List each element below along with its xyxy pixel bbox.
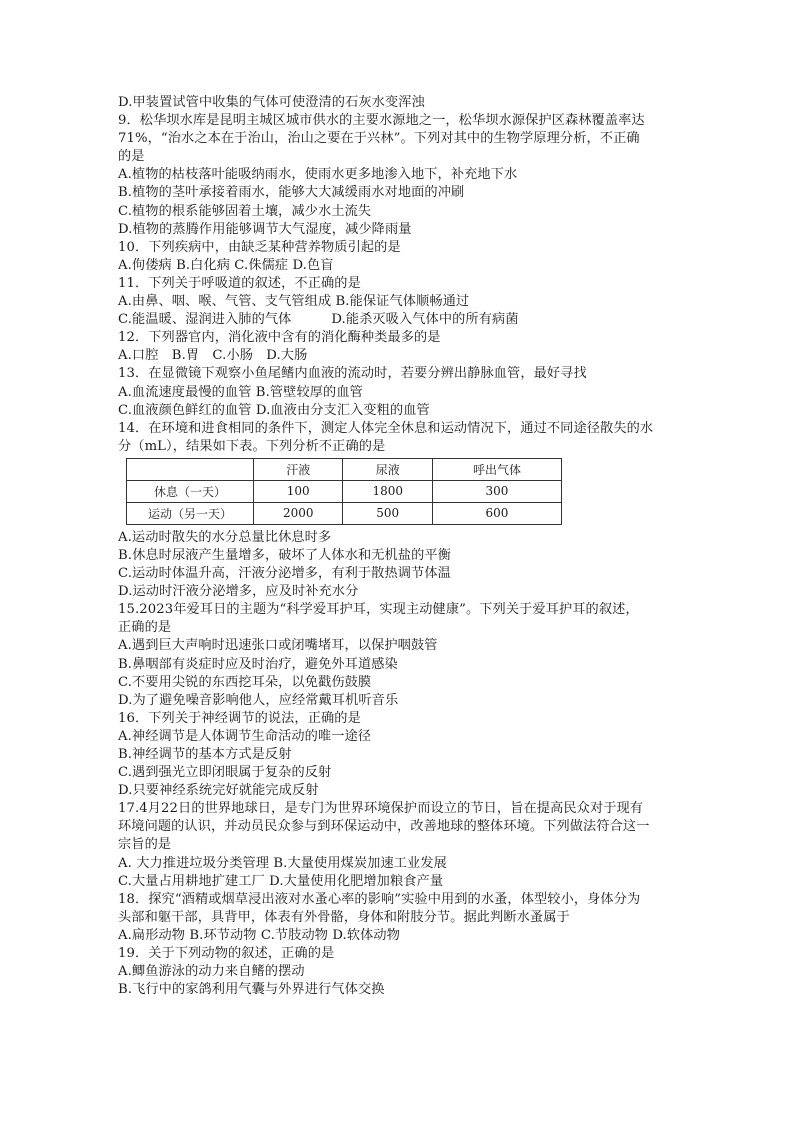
text-line: 11．下列关于呼吸道的叙述，不正确的是 xyxy=(118,275,361,291)
text-line: 头部和躯干部，具背甲，体表有外骨骼，身体和附肢分节。据此判断水蚤属于 xyxy=(118,909,570,925)
text-line: A.口腔 B.胃 C.小肠 D.大肠 xyxy=(118,348,308,364)
text-line: 14．在环境和进食相同的条件下，测定人体完全休息和运动情况下，通过不同途径散失的水 xyxy=(118,420,654,436)
text-line: 19．关于下列动物的叙述，正确的是 xyxy=(118,946,335,962)
text-line: 16．下列关于神经调节的说法，正确的是 xyxy=(118,710,361,726)
text-block-bottom xyxy=(118,529,688,999)
text-line: 13．在显微镜下观察小鱼尾鳍内血液的流动时，若要分辨出静脉血管，最好寻找 xyxy=(118,366,587,382)
water-loss-table xyxy=(126,458,562,525)
text-line: A.神经调节是人体调节生命活动的唯一途径 xyxy=(118,728,372,744)
table-cell: 300 xyxy=(432,480,561,502)
table-cell: 休息（一天） xyxy=(127,480,254,502)
text-line: D.为了避免噪音影响他人，应经常戴耳机听音乐 xyxy=(118,692,399,708)
table-cell: 600 xyxy=(432,502,561,524)
table-cell: 100 xyxy=(254,480,343,502)
text-line: B.飞行中的家鸽利用气囊与外界进行气体交换 xyxy=(118,982,385,998)
text-line: D.甲装置试管中收集的气体可使澄清的石灰水变浑浊 xyxy=(118,95,425,110)
table-header-row xyxy=(127,458,562,480)
table-cell: 500 xyxy=(343,502,432,524)
text-line: D.运动时汗液分泌增多，应及时补充水分 xyxy=(118,584,359,600)
table-cell: 1800 xyxy=(343,480,432,502)
table-header-cell: 尿液 xyxy=(343,458,432,480)
table-row xyxy=(127,502,562,524)
page-content xyxy=(118,94,688,999)
text-line: A.佝偻病 B.白化病 C.侏儒症 D.色盲 xyxy=(118,257,334,273)
text-line: C.血液颜色鲜红的血管 D.血液由分支汇入变粗的血管 xyxy=(118,402,430,418)
text-line: 10．下列疾病中，由缺乏某种营养物质引起的是 xyxy=(118,239,401,255)
text-line: 18．探究“酒精或烟草浸出液对水蚤心率的影响”实验中用到的水蚤，体型较小，身体分为 xyxy=(118,891,641,907)
text-line: C.植物的根系能够固着土壤，减少水土流失 xyxy=(118,203,372,219)
text-line: C.大量占用耕地扩建工厂 D.大量使用化肥增加粮食产量 xyxy=(118,873,444,889)
text-line: 9．松华坝水库是昆明主城区城市供水的主要水源地之一，松华坝水源保护区森林覆盖率达 xyxy=(118,113,645,129)
table-cell: 运动（另一天） xyxy=(127,502,254,524)
text-line: A.扁形动物 B.环节动物 C.节肢动物 D.软体动物 xyxy=(118,927,400,943)
text-line: A. 大力推进垃圾分类管理 B.大量使用煤炭加速工业发展 xyxy=(118,855,447,871)
text-line: 17.4月22日的世界地球日，是专门为世界环境保护而设立的节日，旨在提高民众对于现有 xyxy=(118,801,644,817)
text-line: B.休息时尿液产生量增多，破坏了人体水和无机盐的平衡 xyxy=(118,547,451,563)
text-line: 的是 xyxy=(118,149,145,165)
text-line: A.血流速度最慢的血管 B.管壁较厚的血管 xyxy=(118,384,363,400)
text-line: D.植物的蒸腾作用能够调节大气湿度，减少降雨量 xyxy=(118,221,412,237)
text-line: 宗旨的是 xyxy=(118,837,172,853)
table-header-cell: 呼出气体 xyxy=(432,458,561,480)
text-line: 12．下列器官内，消化液中含有的消化酶种类最多的是 xyxy=(118,330,441,346)
text-line: A.由鼻、咽、喉、气管、支气管组成 B.能保证气体顺畅通过 xyxy=(118,294,470,310)
text-line: C.运动时体温升高，汗液分泌增多，有利于散热调节体温 xyxy=(118,566,451,582)
text-line: A.遇到巨大声响时迅速张口或闭嘴堵耳，以保护咽鼓管 xyxy=(118,638,438,654)
text-line: D.只要神经系统完好就能完成反射 xyxy=(118,783,319,799)
text-line: A.植物的枯枝落叶能吸纳雨水，使雨水更多地渗入地下，补充地下水 xyxy=(118,167,518,183)
text-block-top xyxy=(118,94,688,456)
text-line: B.鼻咽部有炎症时应及时治疗，避免外耳道感染 xyxy=(118,656,398,672)
table-header-cell xyxy=(127,458,254,480)
text-line: A.鲫鱼游泳的动力来自鳍的摆动 xyxy=(118,964,305,980)
text-line: B.植物的茎叶承接着雨水，能够大大减缓雨水对地面的冲刷 xyxy=(118,185,465,201)
text-line: B.神经调节的基本方式是反射 xyxy=(118,747,292,762)
table-cell: 2000 xyxy=(254,502,343,524)
table-row xyxy=(127,480,562,502)
text-line: A.运动时散失的水分总量比休息时多 xyxy=(118,529,332,545)
table-header-cell: 汗液 xyxy=(254,458,343,480)
text-line: 分（mL），结果如下表。下列分析不正确的是 xyxy=(118,438,386,454)
text-line: C.遇到强光立即闭眼属于复杂的反射 xyxy=(118,765,332,781)
text-line: 15.2023年爱耳日的主题为“科学爱耳护耳，实现主动健康”。下列关于爱耳护耳的叙述， xyxy=(118,602,639,618)
text-line: 正确的是 xyxy=(118,620,172,636)
text-line: 环境问题的认识，并动员民众参与到环保运动中，改善地球的整体环境。下列做法符合这一 xyxy=(118,819,650,835)
text-line: 71%，“治水之本在于治山，治山之要在于兴林”。下列对其中的生物学原理分析，不正确 xyxy=(118,131,640,147)
text-line: C.不要用尖锐的东西挖耳朵，以免戳伤鼓膜 xyxy=(118,674,372,690)
text-line: C.能温暖、湿润进入肺的气体 D.能杀灭吸入气体中的所有病菌 xyxy=(118,312,519,328)
